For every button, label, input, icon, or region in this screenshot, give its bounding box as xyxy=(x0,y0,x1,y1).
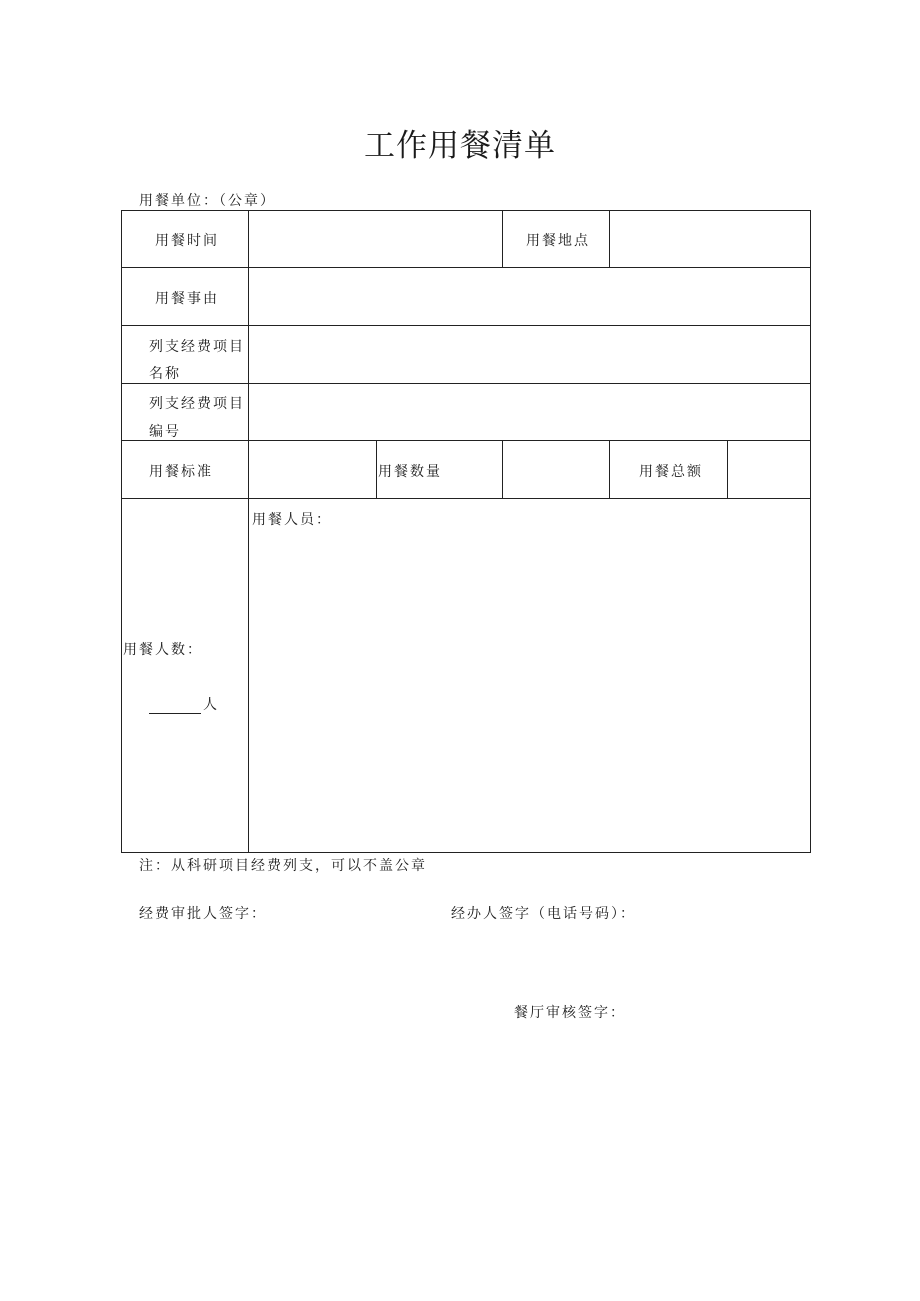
meal-quantity-field[interactable] xyxy=(503,441,609,498)
handler-signature-label: 经办人签字（电话号码）： xyxy=(451,906,636,922)
headcount-label: 用餐人数： xyxy=(123,642,203,658)
restaurant-reviewer-signature-label: 餐厅审核签字： xyxy=(514,1005,626,1021)
table-border-right xyxy=(810,210,811,853)
meal-standard-field[interactable] xyxy=(249,441,376,498)
project-name-label-line2: 名称 xyxy=(149,366,181,382)
project-code-label-line1: 列支经费项目 xyxy=(149,396,245,412)
table-border-left xyxy=(121,210,122,853)
note-text: 注：从科研项目经费列支，可以不盖公章 xyxy=(139,858,427,874)
meal-location-field[interactable] xyxy=(610,211,810,267)
meal-form-table xyxy=(121,210,811,853)
meal-total-field[interactable] xyxy=(728,441,810,498)
row-divider xyxy=(121,440,811,441)
column-divider xyxy=(609,440,610,499)
meal-time-field[interactable] xyxy=(249,211,502,267)
funding-approver-signature-label: 经费审批人签字： xyxy=(139,906,267,922)
project-code-field[interactable] xyxy=(249,384,810,440)
project-name-label-line1: 列支经费项目 xyxy=(149,339,245,355)
column-divider xyxy=(502,210,503,268)
meal-reason-field[interactable] xyxy=(249,268,810,325)
headcount-blank[interactable] xyxy=(149,699,201,714)
meal-quantity-label: 用餐数量 xyxy=(378,464,442,480)
meal-time-label: 用餐时间 xyxy=(155,233,219,249)
project-name-field[interactable] xyxy=(249,326,810,383)
meal-location-label: 用餐地点 xyxy=(526,233,590,249)
document-title: 工作用餐清单 xyxy=(364,128,556,164)
column-divider xyxy=(376,440,377,499)
meal-standard-label: 用餐标准 xyxy=(149,464,213,480)
headcount-fill xyxy=(149,694,219,714)
table-border-bottom xyxy=(121,852,811,853)
attendees-field[interactable] xyxy=(249,530,810,852)
meal-unit-label: 用餐单位：（公章） xyxy=(139,193,276,209)
meal-total-label: 用餐总额 xyxy=(639,464,703,480)
headcount-unit: 人 xyxy=(203,697,219,713)
project-code-label-line2: 编号 xyxy=(149,424,181,440)
row-divider xyxy=(121,498,811,499)
meal-reason-label: 用餐事由 xyxy=(155,291,219,307)
attendees-label: 用餐人员： xyxy=(252,512,332,528)
